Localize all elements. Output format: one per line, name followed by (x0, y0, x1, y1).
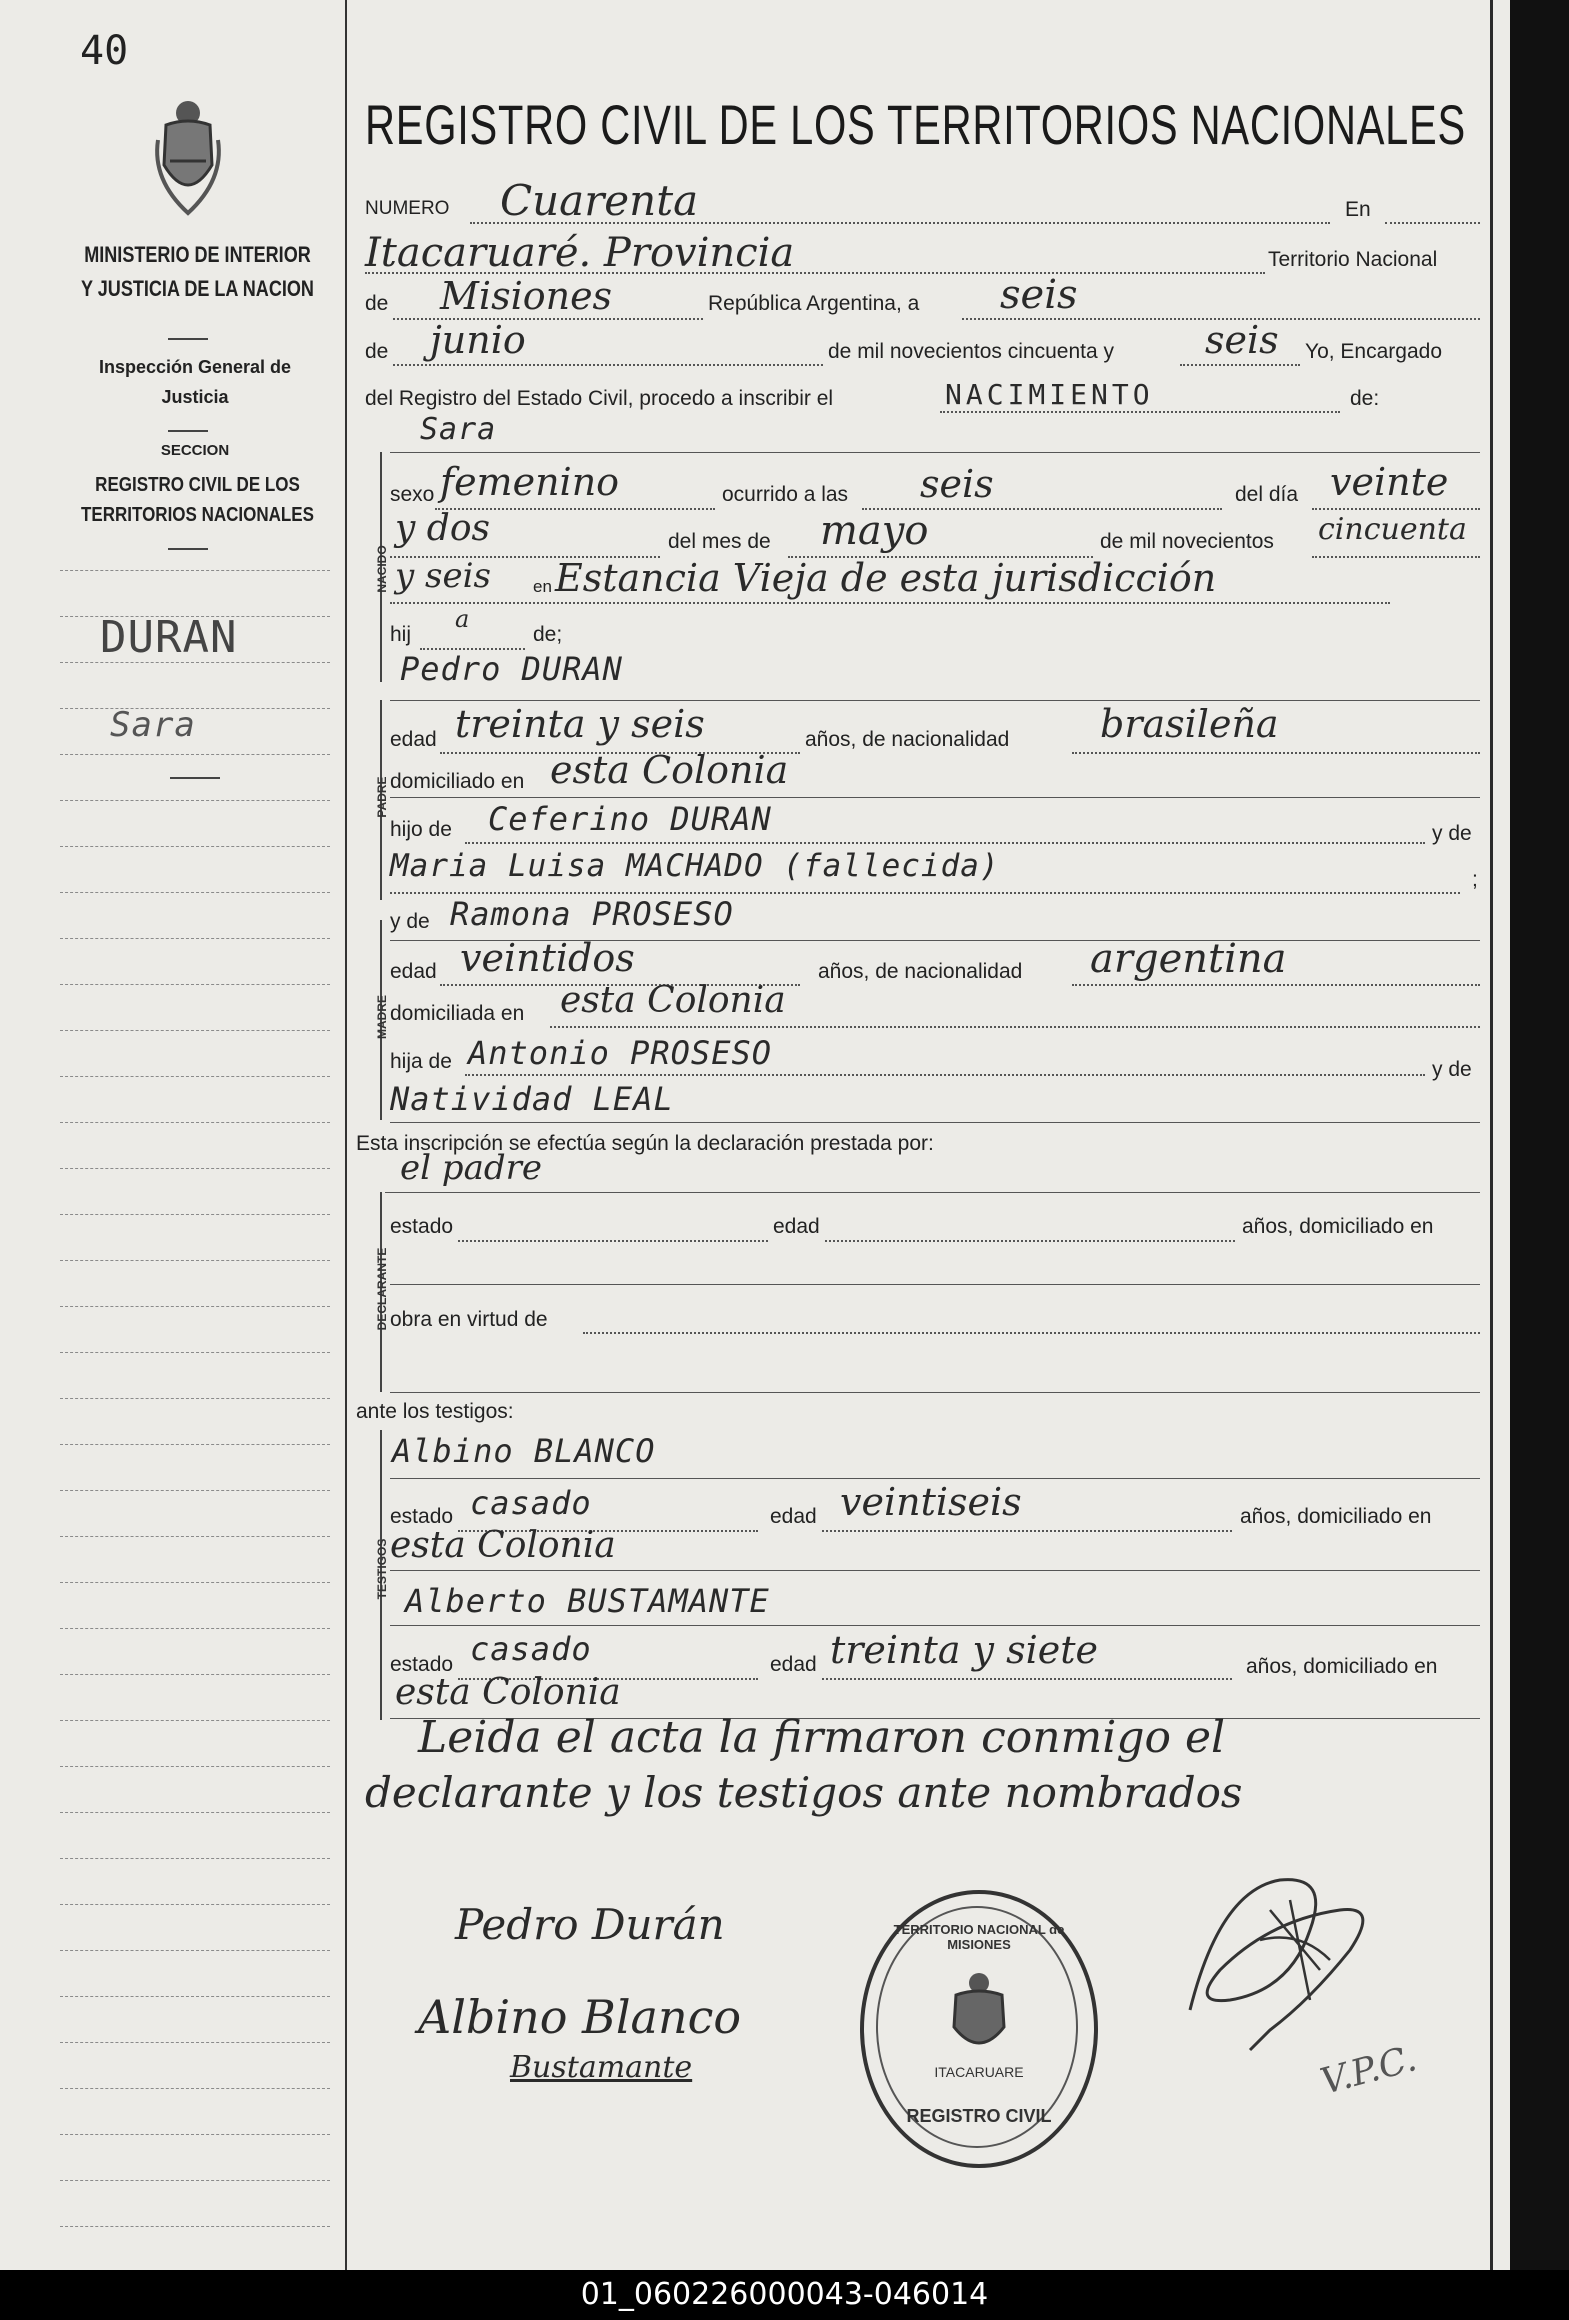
sidebar-rule (60, 800, 330, 801)
sidebar-rule (60, 1398, 330, 1399)
month-value: junio (430, 318, 526, 362)
hij-suffix: a (455, 605, 470, 633)
sidebar-rule (60, 1168, 330, 1169)
sidebar-rule (60, 2226, 330, 2227)
declaracion-intro: Esta inscripción se efectúa según la declaración prestada por: (356, 1132, 934, 1155)
sidebar-rule (60, 1260, 330, 1261)
edad-label: edad (390, 960, 437, 983)
witness2-domicile: esta Colonia (395, 1672, 621, 1713)
year-value: seis (1205, 318, 1279, 362)
estado-label: estado (390, 1653, 454, 1676)
day-value: seis (1000, 272, 1078, 318)
de-label: de (365, 340, 389, 363)
birthplace-value: Estancia Vieja de esta jurisdicción (555, 556, 1217, 600)
place-value: Itacaruaré. Provincia (365, 230, 795, 276)
section-label-nacido: NACIDO (375, 545, 389, 593)
declarant-value: el padre (400, 1148, 542, 1188)
image-id-footer: 01_060226000043-046014 (0, 2270, 1569, 2320)
ministry-name: MINISTERIO DE INTERIOR Y JUSTICIA DE LA NACION (81, 242, 314, 301)
witness1-age: veintiseis (840, 1480, 1022, 1524)
dotted-line (822, 1678, 1232, 1680)
coat-of-arms-emblem (148, 95, 228, 220)
section-label-testigos: TESTIGOS (375, 1538, 389, 1600)
underline (390, 1392, 1480, 1393)
father-age: treinta y seis (455, 702, 705, 746)
underline (390, 1625, 1480, 1626)
divider (170, 777, 220, 779)
section-name: REGISTRO CIVIL DE LOS TERRITORIOS NACIONALES (81, 474, 314, 526)
maternal-grandfather: Antonio PROSESO (468, 1034, 772, 1072)
sidebar-rule (60, 892, 330, 893)
testigos-intro: ante los testigos: (356, 1400, 514, 1423)
maternal-grandmother: Natividad LEAL (390, 1080, 674, 1118)
sidebar-rule (60, 984, 330, 985)
hour-value: seis (920, 462, 994, 506)
hijo-de-label: hijo de (390, 818, 452, 841)
de-label: de (365, 292, 389, 315)
dia-label: del día (1235, 483, 1299, 506)
dotted-line (825, 1240, 1235, 1242)
hija-de-label: hija de (390, 1050, 452, 1073)
sidebar-rule (60, 1582, 330, 1583)
official-seal (860, 1890, 1098, 2168)
signature-witness1: Albino Blanco (418, 1990, 742, 2044)
edad-label: edad (390, 728, 437, 751)
witness2-name: Alberto BUSTAMANTE (405, 1582, 770, 1620)
mother-nationality: argentina (1090, 936, 1287, 982)
registrar-signature (1160, 1850, 1400, 2080)
sidebar-rule (60, 1628, 330, 1629)
witness2-status: casado (470, 1630, 592, 1668)
year-label: de mil novecientos cincuenta y (828, 340, 1114, 363)
underline (390, 1122, 1480, 1123)
sidebar-rule (60, 754, 330, 755)
sidebar-rule (60, 708, 330, 709)
margin-rule (345, 0, 347, 2270)
sidebar-rule (60, 662, 330, 663)
divider (168, 338, 208, 340)
signature-father: Pedro Durán (455, 1900, 725, 1949)
dotted-line (465, 842, 1425, 844)
page-number: 40 (80, 28, 129, 74)
mes-label: del mes de (668, 530, 771, 553)
binding-edge (1510, 0, 1569, 2270)
child-name: Sara (420, 412, 497, 447)
sidebar-rule (60, 1950, 330, 1951)
sidebar-rule (60, 1352, 330, 1353)
obra-label: obra en virtud de (390, 1308, 548, 1331)
sidebar-rule (60, 1812, 330, 1813)
paternal-grandfather: Ceferino DURAN (488, 800, 772, 838)
section-label: SECCION (160, 442, 230, 459)
dotted-line (550, 1026, 1480, 1028)
territorio-label: Territorio Nacional (1268, 248, 1438, 271)
underline (390, 1570, 1480, 1571)
witness1-domicile: esta Colonia (390, 1525, 616, 1566)
sidebar-rule (60, 2042, 330, 2043)
sidebar-rule (60, 1536, 330, 1537)
dotted-line (1385, 222, 1480, 224)
father-name: Pedro DURAN (400, 650, 623, 688)
month-value: mayo (820, 508, 929, 554)
sidebar-surname: DURAN (100, 612, 238, 663)
sidebar-rule (60, 1490, 330, 1491)
province-value: Misiones (440, 274, 613, 318)
y-de-label: y de (390, 910, 430, 933)
numero-label: NUMERO (365, 198, 450, 219)
sidebar-rule (60, 570, 330, 571)
dotted-line (390, 892, 1460, 894)
hij-label: hij (390, 623, 412, 646)
underline (390, 1284, 1480, 1285)
inspection-name: Inspección General de Justicia (98, 357, 292, 407)
en-label: en (533, 577, 552, 596)
page-edge-line (1490, 0, 1493, 2270)
numero-value: Cuarenta (500, 176, 699, 225)
dotted-line (822, 1530, 1232, 1532)
dotted-line (465, 1074, 1425, 1076)
sidebar-rule (60, 1720, 330, 1721)
seal-bottom-text: REGISTRO CIVIL (906, 2106, 1052, 2126)
seal-emblem (944, 1969, 1014, 2059)
witness1-name: Albino BLANCO (392, 1432, 656, 1470)
sidebar-rule (60, 2180, 330, 2181)
underline (390, 797, 1480, 798)
day-value-b: y dos (395, 508, 490, 549)
sidebar-rule (60, 846, 330, 847)
sidebar-rule (60, 616, 330, 617)
divider (168, 548, 208, 550)
registro-label: del Registro del Estado Civil, procedo a inscribir el (365, 387, 834, 410)
semicolon: ; (1472, 868, 1478, 891)
mother-domicile: esta Colonia (560, 980, 786, 1021)
act-type: NACIMIENTO (945, 378, 1154, 411)
day-value-a: veinte (1330, 460, 1449, 504)
father-domicile: esta Colonia (550, 748, 789, 792)
edad-label: edad (770, 1653, 817, 1676)
edad-label: edad (770, 1505, 817, 1528)
sidebar-rule (60, 2134, 330, 2135)
domicilio-label: domiciliada en (390, 1002, 525, 1025)
seal-top-text: TERRITORIO NACIONAL de MISIONES (893, 1922, 1065, 1952)
sidebar-rule (60, 1122, 330, 1123)
ocurrido-label: ocurrido a las (722, 483, 849, 506)
sidebar-rule (60, 1306, 330, 1307)
underline (390, 452, 1480, 453)
sexo-label: sexo (390, 483, 435, 506)
nacionalidad-label: años, de nacionalidad (818, 960, 1023, 983)
domicilio-label: domiciliado en (390, 770, 525, 793)
sidebar-rule (60, 1904, 330, 1905)
sidebar-rule (60, 1674, 330, 1675)
anos-domiciliado-label: años, domiciliado en (1246, 1655, 1438, 1678)
dotted-line (1312, 556, 1480, 558)
sidebar-rule (60, 938, 330, 939)
dotted-line (390, 602, 1390, 604)
dotted-line (1072, 984, 1480, 986)
nacionalidad-label: años, de nacionalidad (805, 728, 1010, 751)
mother-age: veintidos (460, 936, 635, 980)
sidebar-rule (60, 2088, 330, 2089)
y-de-label: y de (1432, 822, 1472, 845)
underline (390, 1478, 1480, 1479)
en-label: En (1345, 198, 1371, 221)
mother-name: Ramona PROSESO (450, 895, 734, 933)
divider (168, 430, 208, 432)
closing-line-2: declarante y los testigos ante nombrados (365, 1768, 1243, 1817)
dotted-line (583, 1332, 1480, 1334)
anos-domiciliado-label: años, domiciliado en (1242, 1215, 1434, 1238)
registrar-initials: V.P.C. (1316, 2038, 1421, 2103)
estado-label: estado (390, 1505, 454, 1528)
sidebar-rule (60, 1030, 330, 1031)
section-label-madre: MADRE (375, 995, 389, 1039)
dotted-line (458, 1240, 768, 1242)
sidebar-rule (60, 1766, 330, 1767)
father-nationality: brasileña (1100, 702, 1279, 746)
republica-label: República Argentina, a (708, 292, 920, 315)
year-value-b: y seis (395, 556, 491, 596)
paternal-grandmother: Maria Luisa MACHADO (fallecida) (390, 848, 1000, 884)
estado-label: estado (390, 1215, 454, 1238)
encargado-label: Yo, Encargado (1305, 340, 1443, 363)
de-colon-label: de: (1350, 387, 1380, 410)
anos-domiciliado-label: años, domiciliado en (1240, 1505, 1432, 1528)
sidebar-given-name: Sara (110, 705, 196, 745)
witness2-age: treinta y siete (830, 1628, 1099, 1672)
year-value-a: cincuenta (1318, 512, 1467, 547)
dotted-line (940, 411, 1340, 413)
witness1-status: casado (470, 1484, 592, 1522)
edad-label: edad (773, 1215, 820, 1238)
signature-witness2: Bustamante (510, 2050, 693, 2085)
sidebar-rule (60, 1858, 330, 1859)
section-label-padre: PADRE (375, 776, 389, 818)
dotted-line (1180, 364, 1300, 366)
sexo-value: femenino (440, 460, 620, 504)
sidebar-rule (60, 1076, 330, 1077)
mil-label: de mil novecientos (1100, 530, 1274, 553)
section-label-declarante: DECLARANTE (375, 1247, 389, 1331)
closing-line-1: Leida el acta la firmaron conmigo el (418, 1712, 1226, 1763)
sidebar-rule (60, 1214, 330, 1215)
sidebar-rule (60, 1444, 330, 1445)
seal-place-text: ITACARUARE (934, 2064, 1024, 2080)
de-label: de; (533, 623, 563, 646)
underline (390, 700, 1480, 701)
dotted-line (1312, 508, 1480, 510)
y-de-label: y de (1432, 1058, 1472, 1081)
sidebar-rule (60, 1996, 330, 1997)
dotted-line (393, 364, 823, 366)
form-title: REGISTRO CIVIL DE LOS TERRITORIOS NACIONALES (365, 93, 1466, 156)
dotted-line (1072, 752, 1480, 754)
underline (385, 1192, 1480, 1193)
